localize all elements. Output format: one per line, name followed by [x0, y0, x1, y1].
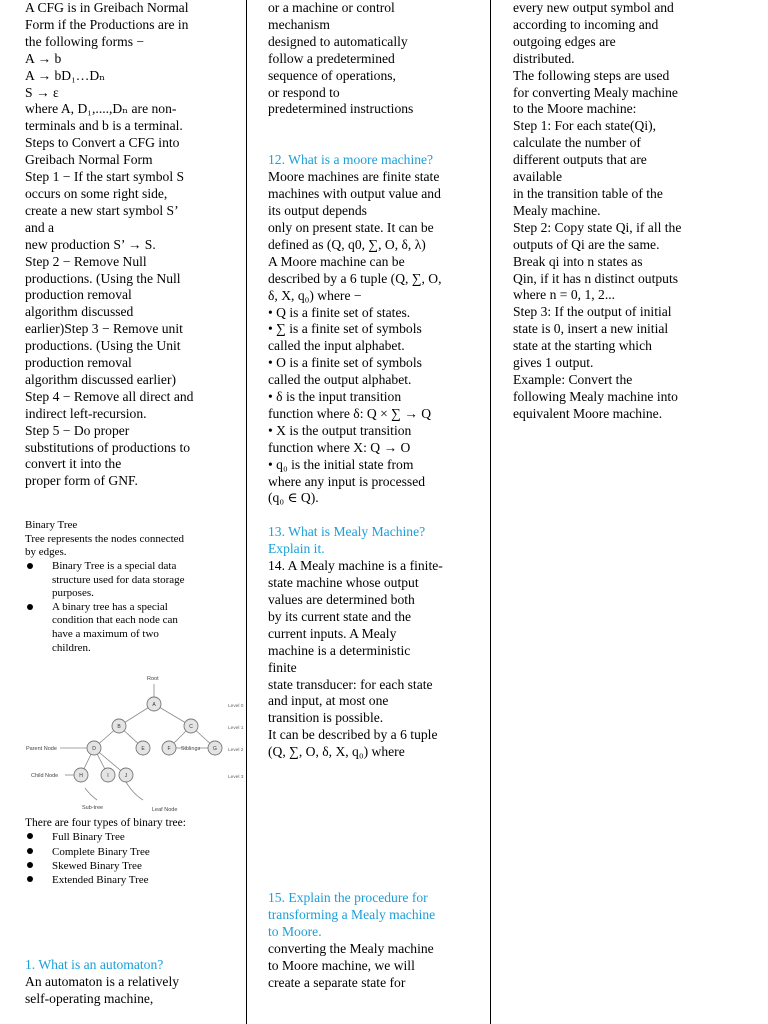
text-line: finite — [268, 659, 297, 675]
text-line: state machine whose output — [268, 575, 419, 591]
tree-node-label: I — [107, 773, 109, 779]
text-line: self-operating machine, — [25, 990, 154, 1006]
text-line: only on present state. It can be — [268, 219, 434, 235]
text-line: production removal — [25, 355, 132, 371]
text-line: have a maximum of two — [52, 628, 159, 641]
text-line: create a separate state for — [268, 974, 406, 990]
text-line: A → bD₁…Dₙ — [25, 67, 106, 83]
text-line: converting the Mealy machine — [268, 940, 434, 956]
text-line: Step 2 − Remove Null — [25, 253, 147, 269]
text-line: • ∑ is a finite set of symbols — [268, 321, 422, 337]
text-line: purposes. — [52, 587, 94, 600]
text-line: where A, D₁,....,Dₙ are non- — [25, 101, 177, 117]
text-line: earlier)Step 3 − Remove unit — [25, 321, 183, 337]
text-line: Step 3: If the output of initial — [513, 304, 672, 320]
text-line: occurs on some right side, — [25, 185, 168, 201]
text-line: equivalent Moore machine. — [513, 405, 663, 421]
text-line: • q₀ is the initial state from — [268, 456, 414, 472]
text-line: Skewed Binary Tree — [52, 859, 142, 872]
text-line: indirect left-recursion. — [25, 405, 147, 421]
q15-heading: transforming a Mealy machine — [268, 906, 436, 922]
text-line: called the output alphabet. — [268, 372, 412, 388]
text-line: Greibach Normal Form — [25, 152, 153, 168]
text-line: state at the starting which — [513, 338, 652, 354]
text-line: productions. (Using the Null — [25, 270, 181, 286]
text-line: children. — [52, 641, 91, 654]
parent-node-label: Parent Node — [26, 746, 57, 752]
text-line: structure used for data storage — [52, 573, 185, 586]
text-line: function where X: Q → O — [268, 439, 411, 455]
text-line: distributed. — [513, 50, 575, 66]
text-line: Full Binary Tree — [52, 831, 125, 844]
list-item — [25, 859, 240, 873]
text-line: create a new start symbol S’ — [25, 202, 179, 218]
text-line: A Moore machine can be — [268, 253, 405, 269]
binary-tree-title: Binary Tree — [25, 519, 78, 532]
siblings-label: Siblings — [181, 746, 201, 752]
level-label: Level 0 — [228, 704, 244, 709]
text-line: predetermined instructions — [268, 101, 414, 117]
text-line: every new output symbol and — [513, 0, 674, 15]
text-line: convert it into the — [25, 456, 122, 472]
text-line: to the Moore machine: — [513, 101, 637, 117]
text-line: by edges. — [25, 546, 67, 559]
text-line: Break qi into n states as — [513, 253, 643, 269]
q15-heading: 15. Explain the procedure for — [268, 890, 428, 905]
q12-heading: 12. What is a moore machine? — [268, 152, 434, 168]
text-line: algorithm discussed — [25, 304, 134, 320]
list-item — [25, 601, 233, 655]
text-line: S → ε — [25, 84, 59, 100]
bullet-icon — [27, 833, 33, 839]
text-line: Extended Binary Tree — [52, 874, 149, 887]
binary-tree-section — [25, 519, 233, 655]
text-line: according to incoming and — [513, 16, 659, 32]
binary-tree-diagram — [25, 670, 247, 815]
text-line: state is 0, insert a new initial — [513, 321, 669, 337]
q1-heading: 1. What is an automaton? — [25, 957, 164, 972]
list-item — [25, 873, 240, 887]
list-item — [25, 560, 233, 601]
text-line: new production S’ → S. — [25, 236, 156, 252]
text-line: current inputs. A Mealy — [268, 625, 397, 641]
text-line: values are determined both — [268, 592, 415, 607]
root-label: Root — [147, 676, 159, 682]
text-line: in the transition table of the — [513, 185, 663, 201]
subtree-label: Sub-tree — [82, 805, 104, 811]
text-line: Step 2: Copy state Qi, if all the — [513, 219, 682, 235]
text-line: • X is the output transition — [268, 422, 412, 438]
text-line: Step 4 − Remove all direct and — [25, 388, 194, 404]
tree-node-label: C — [189, 724, 193, 730]
tree-node-label: B — [117, 724, 121, 730]
list-item — [25, 845, 240, 859]
text-line: A → b — [25, 50, 62, 66]
text-line: • O is a finite set of symbols — [268, 355, 422, 371]
text-line: called the input alphabet. — [268, 338, 405, 354]
text-line: described by a 6 tuple (Q, ∑, O, — [268, 270, 442, 286]
text-line: It can be described by a 6 tuple — [268, 727, 438, 743]
text-line: The following steps are used — [513, 67, 670, 83]
text-line: proper form of GNF. — [25, 473, 138, 489]
text-line: by its current state and the — [268, 608, 412, 624]
q1-section — [25, 957, 240, 1008]
tree-node-label: F — [167, 746, 171, 752]
text-line: sequence of operations, — [268, 67, 396, 83]
text-line: Step 1 − If the start symbol S — [25, 169, 185, 185]
text-line: Binary Tree is a special data — [52, 560, 177, 573]
child-node-label: Child Node — [31, 773, 59, 779]
q15-section — [268, 890, 483, 991]
bullet-icon — [27, 604, 33, 610]
types-intro: There are four types of binary tree: — [25, 817, 186, 829]
text-line: substitutions of productions to — [25, 439, 191, 455]
text-line: available — [513, 169, 563, 185]
text-line: for converting Mealy machine — [513, 84, 678, 100]
text-line: A binary tree has a special — [52, 600, 168, 613]
text-line: outgoing edges are — [513, 33, 616, 49]
binary-tree-types — [25, 816, 240, 887]
tree-node-label: D — [92, 746, 96, 752]
text-line: δ, X, q₀) where − — [268, 287, 362, 303]
text-line: follow a predetermined — [268, 50, 395, 66]
tree-node-label: E — [141, 746, 145, 752]
text-line: the following forms − — [25, 33, 145, 49]
bullet-icon — [27, 848, 33, 854]
text-line: • δ is the input transition — [268, 389, 402, 405]
text-line: machines with output value and — [268, 186, 441, 202]
text-line: calculate the number of — [513, 135, 641, 151]
text-line: state transducer: for each state — [268, 676, 433, 692]
text-line: designed to automatically — [268, 33, 408, 49]
text-line: where n = 0, 1, 2... — [513, 287, 616, 303]
column-divider-right — [490, 0, 491, 1024]
q15-heading: to Moore. — [268, 923, 322, 939]
text-line: to Moore machine, we will — [268, 957, 415, 973]
text-line: productions. (Using the Unit — [25, 338, 181, 354]
tree-node-label: J — [124, 773, 128, 779]
level-label: Level 1 — [228, 726, 244, 731]
text-line: (q₀ ∈ Q). — [268, 490, 319, 506]
q13-heading: 13. What is Mealy Machine? — [268, 524, 426, 540]
text-line: Complete Binary Tree — [52, 845, 150, 858]
text-line: or a machine or control — [268, 0, 395, 15]
tree-node-label: A — [152, 702, 156, 708]
text-line: transition is possible. — [268, 710, 384, 726]
bullet-icon — [27, 862, 33, 868]
column-right — [513, 0, 745, 423]
text-line: Tree represents the nodes connected — [25, 532, 185, 545]
text-line: where any input is processed — [268, 473, 426, 489]
text-line: different outputs that are — [513, 152, 647, 168]
column-left — [25, 0, 233, 655]
bullet-icon — [27, 876, 33, 882]
text-line: defined as (Q, q0, ∑, O, δ, λ) — [268, 236, 426, 252]
text-line: Steps to Convert a CFG into — [25, 135, 180, 151]
text-line: and a — [25, 219, 55, 235]
tree-node-label: H — [79, 773, 83, 779]
tree-node-label: G — [213, 746, 217, 752]
text-line: Form if the Productions are in — [25, 16, 189, 32]
list-item — [25, 830, 240, 844]
text-line: • Q is a finite set of states. — [268, 304, 411, 320]
text-line: its output depends — [268, 203, 367, 219]
column-divider-left — [246, 0, 247, 1024]
bullet-icon — [27, 563, 33, 569]
text-line: condition that each node can — [52, 614, 178, 627]
text-line: Moore machines are finite state — [268, 169, 440, 185]
text-line: mechanism — [268, 16, 330, 32]
column-middle — [268, 0, 480, 761]
text-line: Example: Convert the — [513, 371, 633, 387]
text-line: A CFG is in Greibach Normal — [25, 0, 189, 15]
level-label: Level 3 — [228, 775, 244, 780]
text-line: gives 1 output. — [513, 355, 594, 371]
text-line: Step 5 − Do proper — [25, 422, 130, 438]
level-label: Level 2 — [228, 748, 244, 753]
text-line: terminals and b is a terminal. — [25, 118, 183, 134]
text-line: and input, at most one — [268, 693, 389, 709]
text-line: function where δ: Q × ∑ → Q — [268, 405, 432, 421]
leaf-node-label: Leaf Node — [152, 807, 178, 813]
text-line: 14. A Mealy machine is a finite- — [268, 558, 443, 574]
text-line: Mealy machine. — [513, 202, 601, 218]
text-line: An automaton is a relatively — [25, 973, 180, 989]
text-line: machine is a deterministic — [268, 642, 411, 658]
text-line: following Mealy machine into — [513, 388, 678, 404]
text-line: (Q, ∑, O, δ, X, q₀) where — [268, 744, 405, 760]
text-line: production removal — [25, 287, 132, 303]
text-line: Qin, if it has n distinct outputs — [513, 270, 679, 286]
text-line: or respond to — [268, 84, 340, 100]
text-line: Step 1: For each state(Qi), — [513, 118, 657, 134]
q13-heading: Explain it. — [268, 541, 325, 557]
text-line: outputs of Qi are the same. — [513, 236, 660, 252]
text-line: algorithm discussed earlier) — [25, 371, 176, 387]
gnf-section — [25, 0, 233, 490]
